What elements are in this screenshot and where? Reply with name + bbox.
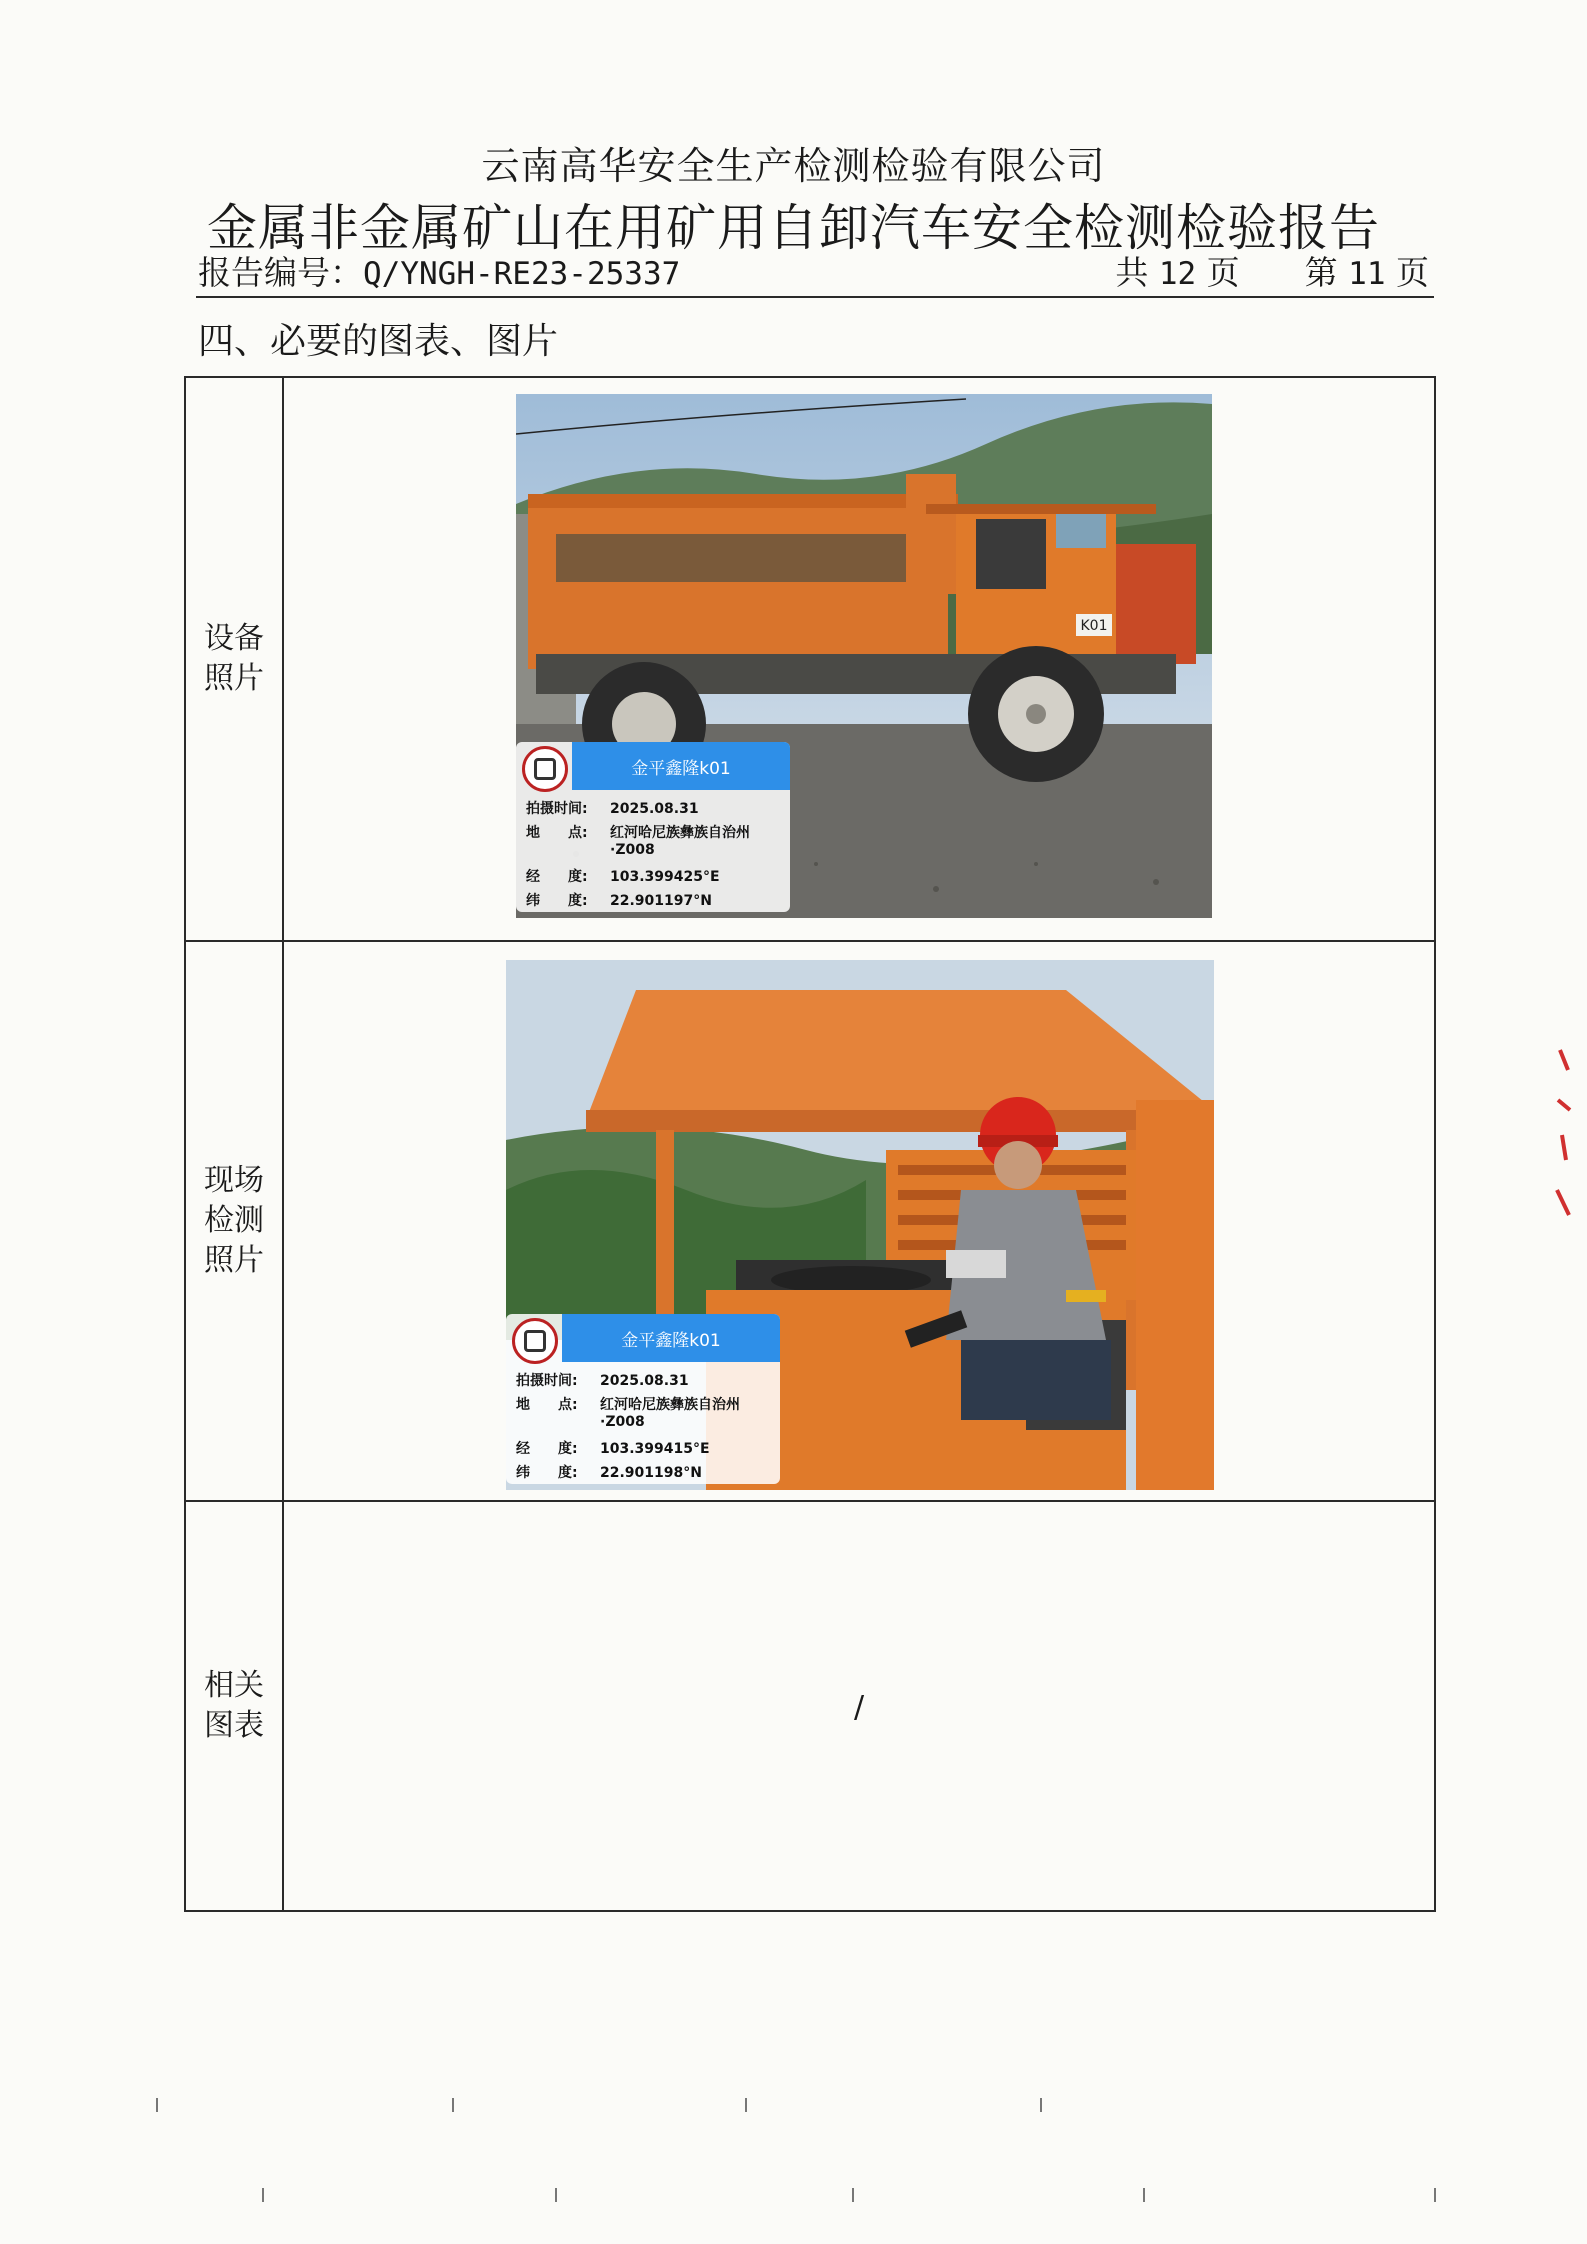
photo-watermark	[516, 742, 790, 912]
total-pages: 12	[1158, 256, 1197, 292]
scan-mark	[262, 2188, 264, 2202]
header-divider	[196, 296, 1434, 298]
watermark-time: 拍摄时间: 2025.08.31	[516, 1373, 689, 1389]
watermark-place-code: ·Z008	[600, 1414, 645, 1430]
total-pages-prefix: 共	[1115, 253, 1149, 292]
related-charts-row	[186, 1500, 1434, 1910]
scan-mark	[156, 2098, 158, 2112]
page-number-prefix: 第	[1304, 253, 1338, 292]
company-logo-icon	[522, 746, 568, 792]
equipment-photo-row	[186, 378, 1434, 940]
inspection-photo-row	[186, 940, 1434, 1500]
watermark-place: 地 点: 红河哈尼族彝族自治州	[526, 825, 750, 841]
related-charts-label-cell	[186, 1502, 284, 1910]
total-pages-suffix: 页	[1206, 253, 1240, 292]
report-title: 金属非金属矿山在用矿用自卸汽车安全检测检验报告	[207, 199, 1380, 257]
watermark-latitude: 纬 度: 22.901197°N	[526, 893, 712, 909]
red-seal-edge	[1554, 1040, 1574, 1240]
section-title: 四、必要的图表、图片	[198, 321, 559, 362]
page-number-suffix: 页	[1396, 253, 1429, 292]
report-number	[198, 247, 680, 294]
related-charts-label: 相关图表	[204, 1668, 264, 1743]
related-charts-content: /	[853, 1690, 865, 1725]
scan-mark	[555, 2188, 557, 2202]
inspection-photo-label: 现场检测照片	[204, 1163, 264, 1278]
company-name: 云南高华安全生产检测检验有限公司	[481, 144, 1106, 188]
equipment-photo-label: 设备照片	[204, 621, 264, 696]
watermark-time: 拍摄时间: 2025.08.31	[526, 801, 699, 817]
scan-mark	[852, 2188, 854, 2202]
watermark-title: 金平鑫隆k01	[572, 742, 790, 790]
watermark-place-code: ·Z008	[610, 842, 655, 858]
watermark-place: 地 点: 红河哈尼族彝族自治州	[516, 1397, 740, 1413]
inspection-photo-label-cell	[186, 942, 284, 1500]
scan-mark	[1434, 2188, 1436, 2202]
scan-mark	[1040, 2098, 1042, 2112]
scan-mark	[452, 2098, 454, 2112]
svg-text:K01: K01	[1080, 618, 1108, 634]
watermark-longitude: 经 度: 103.399415°E	[516, 1441, 710, 1457]
photo-table	[184, 376, 1436, 1912]
inspection-photo	[506, 960, 1214, 1490]
watermark-longitude: 经 度: 103.399425°E	[526, 869, 720, 885]
page-info	[1115, 247, 1429, 294]
page-number: 11	[1348, 256, 1386, 292]
report-number-value: Q/YNGH-RE23-25337	[363, 256, 681, 292]
company-logo-icon	[512, 1318, 558, 1364]
photo-watermark	[506, 1314, 780, 1484]
report-number-label: 报告编号：	[198, 253, 363, 292]
watermark-title: 金平鑫隆k01	[562, 1314, 780, 1362]
watermark-latitude: 纬 度: 22.901198°N	[516, 1465, 702, 1481]
equipment-photo-label-cell	[186, 378, 284, 940]
equipment-photo	[516, 394, 1212, 918]
scan-mark	[1143, 2188, 1145, 2202]
scan-mark	[745, 2098, 747, 2112]
